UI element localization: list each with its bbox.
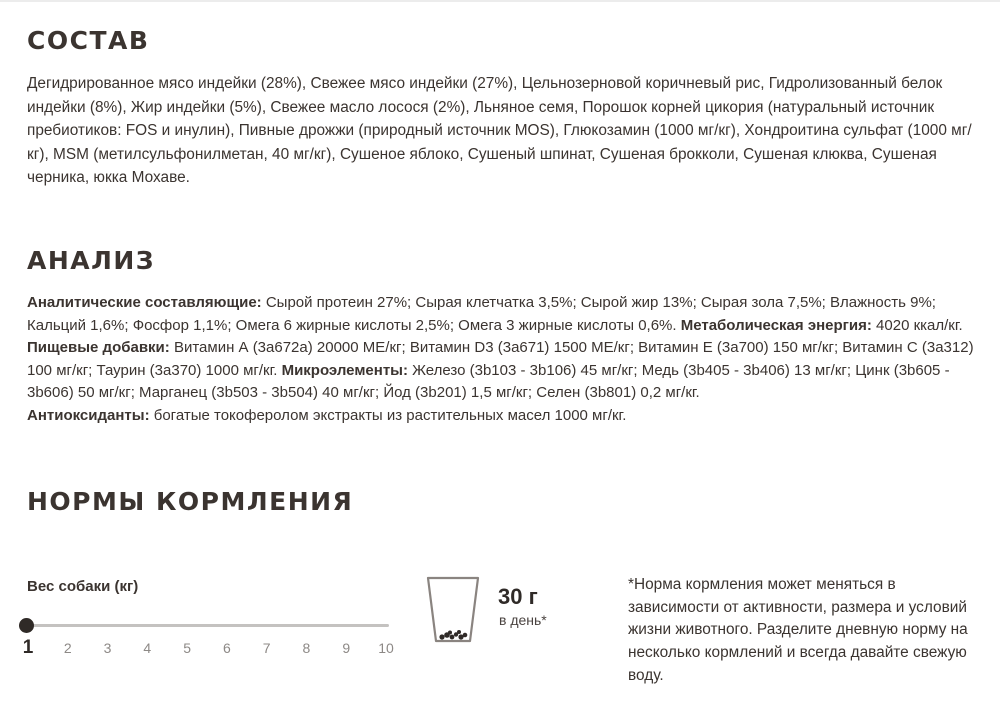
additives-text: Витамин А (3a672a) 20000 МЕ/кг; Витамин D3 (3a671) 1500 МЕ/кг; Витамин Е (3a700) 150 мг/кг; Витамин С (3a312) 100 мг/кг; Таурин (3a370) 1000 мг/кг. xyxy=(27,339,974,379)
energy-label: Метаболическая энергия: xyxy=(680,316,872,334)
weight-slider[interactable] xyxy=(19,612,399,642)
composition-text: Дегидрированное мясо индейки (28%), Свежее мясо индейки (27%), Цельнозерновой коричневый рис, Гидролизованный белок индейки (8%), Жир индейки (5%), Свежее масло лосося (2%), Льняное семя, Порошок корней цикория (натуральный источник пребиотиков: FOS и инулин), Пивные дрожжи (природный источник MOS), Глюкозамин (1000 мг/кг), Хондроитина сульфат (1000 мг/кг), MSM (метилсульфонилметан, 40 мг/кг), Сушеное яблоко, Сушеный шпинат, Сушеная брокколи, Сушеная клюква, Сушеная черника, юкка Мохаве. xyxy=(27,75,972,186)
weight-tick-5[interactable]: 5 xyxy=(183,640,192,656)
micro-text: Железо (3b103 - 3b106) 45 мг/кг; Медь (3b405 - 3b406) 13 мг/кг; Цинк (3b605 - 3b606) 50 мг/кг; Марганец (3b503 - 3b504) 40 мг/кг; Йод (3b201) 1,5 мг/кг; Селен (3b801) 0,2 мг/кг. xyxy=(27,361,950,402)
energy-text: 4020 ккал/кг. xyxy=(871,316,963,334)
weight-tick-1[interactable]: 1 xyxy=(22,637,34,658)
top-divider xyxy=(0,0,1000,2)
feeding-note: *Норма кормления может меняться в зависимости от активности, размера и условий жизни животного. Разделите дневную норму на несколько кормлений и всегда давайте свежую воду. xyxy=(628,576,968,684)
weight-tick-2[interactable]: 2 xyxy=(63,640,72,656)
weight-tick-7[interactable]: 7 xyxy=(262,640,271,656)
micro-label: Микроэлементы: xyxy=(281,361,408,379)
section-title-analiz: АНАЛИЗ xyxy=(27,246,156,275)
slider-track[interactable] xyxy=(27,624,389,627)
weight-tick-8[interactable]: 8 xyxy=(302,640,311,656)
weight-tick-6[interactable]: 6 xyxy=(222,640,231,656)
section-title-normy: НОРМЫ КОРМЛЕНИЯ xyxy=(27,487,354,516)
analysis-text xyxy=(27,292,977,428)
analytical-label: Аналитические составляющие: xyxy=(27,294,262,311)
additives-label: Пищевые добавки: xyxy=(27,339,170,357)
weight-label: Вес собаки (кг) xyxy=(27,578,139,595)
weight-tick-10[interactable]: 10 xyxy=(378,640,394,656)
weight-ticks xyxy=(16,637,396,664)
food-bowl-icon xyxy=(425,575,481,645)
weight-tick-4[interactable]: 4 xyxy=(143,640,152,656)
per-day-label: в день* xyxy=(499,612,547,628)
antiox-label: Антиоксиданты: xyxy=(27,406,150,424)
weight-tick-9[interactable]: 9 xyxy=(342,640,351,656)
weight-tick-3[interactable]: 3 xyxy=(103,640,112,656)
slider-thumb[interactable] xyxy=(19,618,34,633)
section-title-sostav: СОСТАВ xyxy=(27,26,150,55)
analytical-text: Сырой протеин 27%; Сырая клетчатка 3,5%; Сырой жир 13%; Сырая зола 7,5%; Влажность 9%; Кальций 1,6%; Фосфор 1,1%; Омега 6 жирные кислоты 2,5%; Омега 3 жирные кислоты 0,6%. xyxy=(27,294,936,334)
daily-amount: 30 г xyxy=(498,584,538,609)
antiox-text: богатые токоферолом экстракты из растительных масел 1000 мг/кг. xyxy=(149,406,627,424)
